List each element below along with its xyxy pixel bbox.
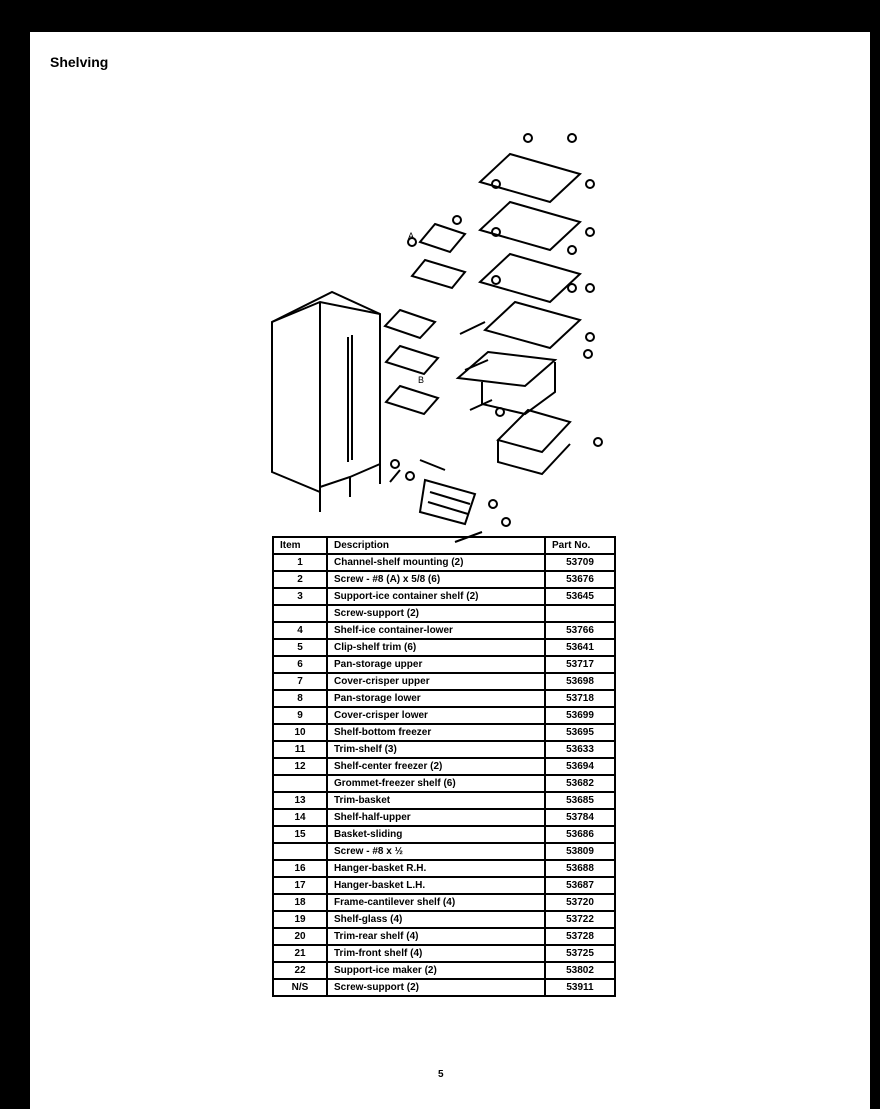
description-cell: Screw-support (2) <box>327 979 545 996</box>
storage-pans <box>458 352 570 474</box>
table-row <box>273 894 615 911</box>
description-cell: Trim-basket <box>327 792 545 809</box>
item-cell: 2 <box>273 571 327 588</box>
item-cell: 14 <box>273 809 327 826</box>
table-row <box>273 945 615 962</box>
table-row <box>273 792 615 809</box>
description-cell: Trim-shelf (3) <box>327 741 545 758</box>
header-description: Description <box>327 537 545 554</box>
item-cell: 11 <box>273 741 327 758</box>
description-cell: Screw - #8 x ½ <box>327 843 545 860</box>
part-number-cell: 53687 <box>545 877 615 894</box>
part-number-cell: 53709 <box>545 554 615 571</box>
table-row <box>273 928 615 945</box>
description-cell: Cover-crisper lower <box>327 707 545 724</box>
table-row <box>273 622 615 639</box>
refrigerator-cabinet <box>272 292 380 492</box>
item-cell: 3 <box>273 588 327 605</box>
item-cell: 18 <box>273 894 327 911</box>
table-row <box>273 605 615 622</box>
table-row <box>273 639 615 656</box>
description-cell: Screw - #8 (A) x 5/8 (6) <box>327 571 545 588</box>
exploded-view-diagram <box>260 92 640 552</box>
table-row <box>273 962 615 979</box>
header-part-no: Part No. <box>545 537 615 554</box>
part-number-cell: 53725 <box>545 945 615 962</box>
freezer-shelves <box>385 224 465 414</box>
description-cell: Shelf-ice container-lower <box>327 622 545 639</box>
item-cell: 4 <box>273 622 327 639</box>
glass-shelves <box>480 154 580 348</box>
description-cell: Basket-sliding <box>327 826 545 843</box>
part-number-cell: 53688 <box>545 860 615 877</box>
part-number-cell: 53718 <box>545 690 615 707</box>
part-number-cell: 53911 <box>545 979 615 996</box>
item-cell <box>273 775 327 792</box>
part-number-cell: 53722 <box>545 911 615 928</box>
item-cell: 10 <box>273 724 327 741</box>
item-cell: 17 <box>273 877 327 894</box>
page-title: Shelving <box>50 54 109 70</box>
trim-pieces <box>390 322 492 542</box>
table-row <box>273 758 615 775</box>
description-cell: Hanger-basket R.H. <box>327 860 545 877</box>
table-row <box>273 775 615 792</box>
part-number-cell: 53728 <box>545 928 615 945</box>
item-cell <box>273 605 327 622</box>
part-number-cell: 53645 <box>545 588 615 605</box>
description-cell: Support-ice container shelf (2) <box>327 588 545 605</box>
item-cell: N/S <box>273 979 327 996</box>
description-cell: Pan-storage upper <box>327 656 545 673</box>
parts-sheet <box>30 32 870 1109</box>
item-cell <box>273 843 327 860</box>
item-cell: 8 <box>273 690 327 707</box>
description-cell: Channel-shelf mounting (2) <box>327 554 545 571</box>
description-cell: Trim-rear shelf (4) <box>327 928 545 945</box>
table-row <box>273 724 615 741</box>
callout-a: A <box>407 231 415 241</box>
table-row <box>273 860 615 877</box>
item-cell: 13 <box>273 792 327 809</box>
description-cell: Shelf-glass (4) <box>327 911 545 928</box>
part-number-cell: 53717 <box>545 656 615 673</box>
part-number-cell: 53676 <box>545 571 615 588</box>
part-number-cell: 53694 <box>545 758 615 775</box>
part-number-cell: 53698 <box>545 673 615 690</box>
description-cell: Pan-storage lower <box>327 690 545 707</box>
part-number-cell: 53682 <box>545 775 615 792</box>
part-number-cell: 53633 <box>545 741 615 758</box>
item-cell: 20 <box>273 928 327 945</box>
item-cell: 19 <box>273 911 327 928</box>
description-cell: Trim-front shelf (4) <box>327 945 545 962</box>
description-cell: Shelf-center freezer (2) <box>327 758 545 775</box>
table-row <box>273 588 615 605</box>
description-cell: Shelf-bottom freezer <box>327 724 545 741</box>
description-cell: Frame-cantilever shelf (4) <box>327 894 545 911</box>
description-cell: Shelf-half-upper <box>327 809 545 826</box>
item-cell: 7 <box>273 673 327 690</box>
header-item: Item <box>273 537 327 554</box>
description-cell: Grommet-freezer shelf (6) <box>327 775 545 792</box>
part-number-cell: 53766 <box>545 622 615 639</box>
parts-table <box>272 536 616 997</box>
item-cell: 15 <box>273 826 327 843</box>
table-row <box>273 707 615 724</box>
table-row <box>273 911 615 928</box>
item-cell: 5 <box>273 639 327 656</box>
callout-b: B <box>417 375 425 385</box>
table-row <box>273 877 615 894</box>
table-row <box>273 673 615 690</box>
part-number-cell: 53809 <box>545 843 615 860</box>
part-number-cell: 53686 <box>545 826 615 843</box>
item-cell: 16 <box>273 860 327 877</box>
table-row <box>273 843 615 860</box>
table-row <box>273 741 615 758</box>
item-cell: 22 <box>273 962 327 979</box>
table-row <box>273 656 615 673</box>
part-number-cell: 53699 <box>545 707 615 724</box>
part-number-cell: 53784 <box>545 809 615 826</box>
part-number-cell: 53802 <box>545 962 615 979</box>
description-cell: Clip-shelf trim (6) <box>327 639 545 656</box>
part-number-cell: 53685 <box>545 792 615 809</box>
item-cell: 12 <box>273 758 327 775</box>
item-cell: 6 <box>273 656 327 673</box>
table-row <box>273 809 615 826</box>
part-number-cell <box>545 605 615 622</box>
table-row <box>273 571 615 588</box>
part-number-cell: 53641 <box>545 639 615 656</box>
description-cell: Screw-support (2) <box>327 605 545 622</box>
part-number-cell: 53720 <box>545 894 615 911</box>
page-number: 5 <box>438 1069 444 1080</box>
item-cell: 9 <box>273 707 327 724</box>
part-number-cell: 53695 <box>545 724 615 741</box>
description-cell: Cover-crisper upper <box>327 673 545 690</box>
table-header-row <box>273 537 615 554</box>
description-cell: Hanger-basket L.H. <box>327 877 545 894</box>
table-row <box>273 554 615 571</box>
table-row <box>273 979 615 996</box>
table-row <box>273 826 615 843</box>
item-cell: 21 <box>273 945 327 962</box>
description-cell: Support-ice maker (2) <box>327 962 545 979</box>
item-cell: 1 <box>273 554 327 571</box>
table-row <box>273 690 615 707</box>
